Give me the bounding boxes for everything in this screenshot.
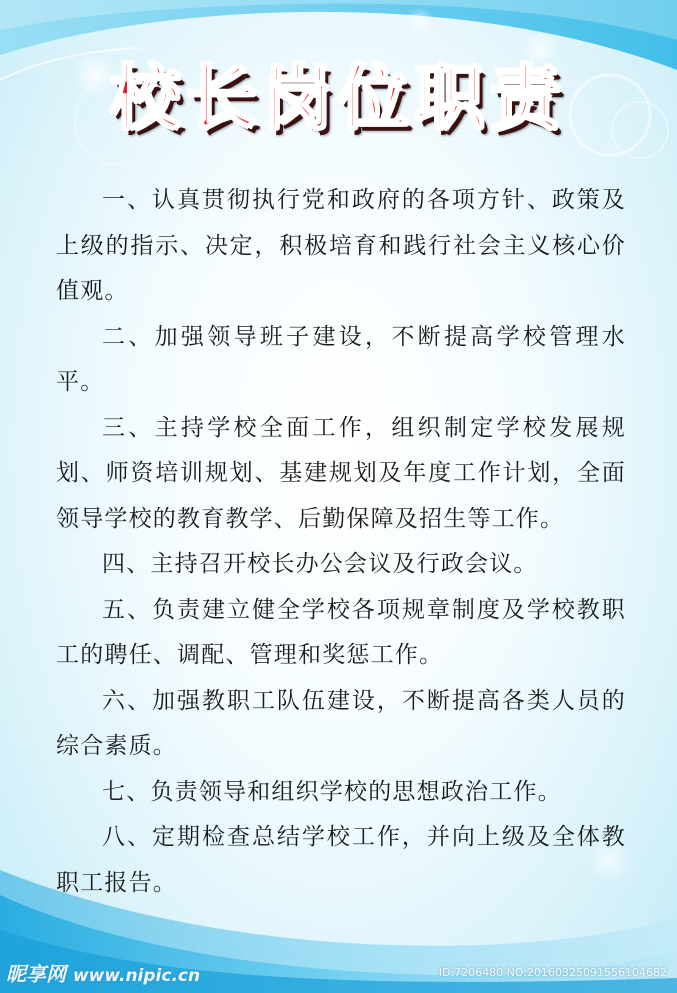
duty-item: 二、加强领导班子建设，不断提高学校管理水平。 [56,323,626,395]
page-title: 校长岗位职责 [110,57,567,139]
duties-list [56,178,626,906]
watermark-brand-name: 昵享网 [6,962,66,986]
duty-item: 七、负责领导和组织学校的思想政治工作。 [102,778,562,805]
duty-item: 六、加强教职工队伍建设，不断提高各类人员的综合素质。 [56,687,626,759]
watermark-id: ID:7206480 NO:20160325091556104682 [438,966,667,979]
duty-item: 三、主持学校全面工作，组织制定学校发展规划、师资培训规划、基建规划及年度工作计划，全面领导学校的教育教学、后勤保障及招生等工作。 [56,414,626,532]
watermark-brand [6,958,200,987]
watermark-site: www.nipic.cn [72,966,201,986]
duty-item: 四、主持召开校长办公会议及行政会议。 [102,551,538,577]
duty-item: 一、认真贯彻执行党和政府的各项方针、政策及上级的指示、决定，积极培育和践行社会主义核心价值观。 [56,187,626,304]
duty-item: 八、定期检查总结学校工作，并向上级及全体教职工报告。 [56,824,626,896]
duty-item: 五、负责建立健全学校各项规章制度及学校教职工的聘任、调配、管理和奖惩工作。 [56,596,626,668]
